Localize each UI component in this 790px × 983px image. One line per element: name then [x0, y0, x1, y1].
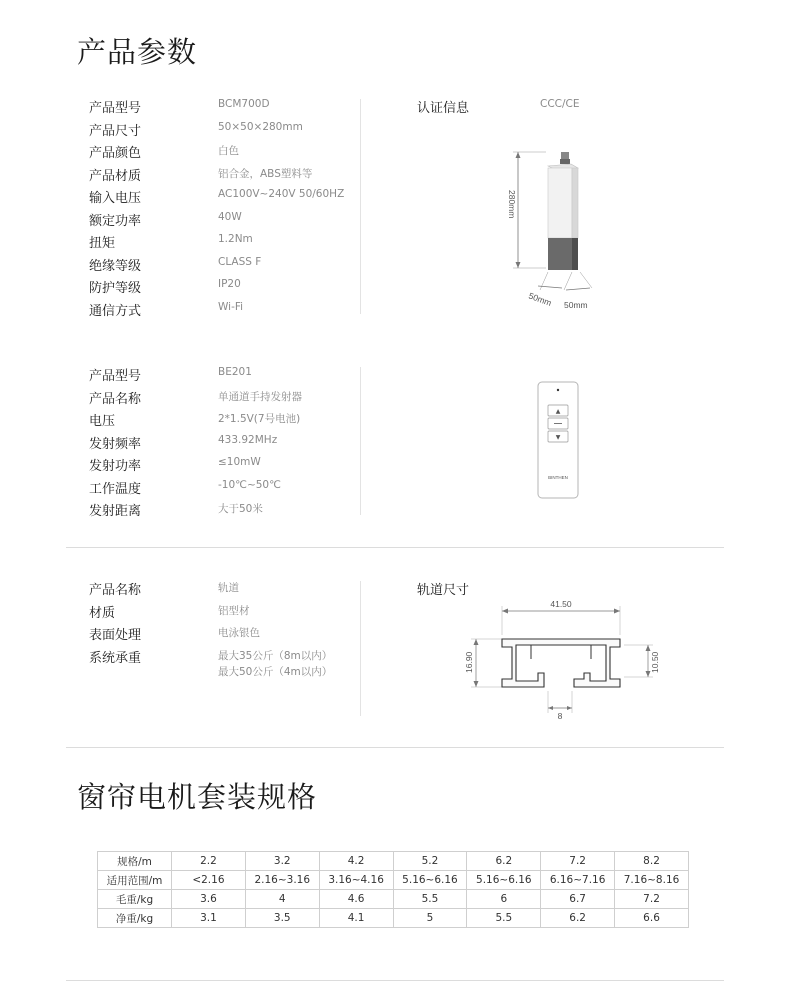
spec-label: 产品颜色: [89, 146, 142, 161]
cert-label: 认证信息: [417, 101, 470, 116]
up-arrow-icon: ▲: [555, 408, 561, 415]
spec-value: BCM700D: [218, 98, 270, 110]
table-cell: 7.2: [541, 852, 615, 871]
vertical-divider: [360, 367, 361, 515]
spec-label: 额定功率: [89, 213, 142, 229]
table-cell: 5.16~6.16: [467, 871, 541, 890]
track-width-label: 41.50: [550, 599, 572, 609]
table-cell: 8.2: [615, 852, 689, 871]
spec-label: 输入电压: [89, 191, 142, 206]
spec-label: 发射功率: [89, 459, 142, 474]
spec-label: 产品名称: [89, 583, 142, 598]
spec-label: 绝缘等级: [89, 258, 142, 274]
spec-value: 1.2Nm: [218, 233, 253, 245]
spec-label: 产品型号: [89, 101, 142, 116]
table-row: [98, 871, 689, 890]
table-cell: 5.5: [393, 890, 467, 909]
table-cell: 3.5: [245, 909, 319, 928]
spec-value: 铝合金，ABS塑料等: [218, 167, 313, 180]
table-cell: 5.2: [393, 852, 467, 871]
track-gap-label: 8: [557, 711, 563, 721]
spec-label: 产品名称: [89, 391, 142, 407]
table-row: [98, 890, 689, 909]
spec-value: 单通道手持发射器: [218, 390, 302, 403]
table-cell: 6.16~7.16: [541, 871, 615, 890]
horizontal-divider: [66, 980, 724, 981]
spec-label: 产品尺寸: [89, 123, 142, 139]
spec-value: 轨道: [218, 582, 239, 594]
table-cell: <2.16: [172, 871, 246, 890]
table-row: [98, 852, 689, 871]
table-cell: 3.2: [245, 852, 319, 871]
spec-label: 产品型号: [89, 369, 142, 384]
table-cell: 5.16~6.16: [393, 871, 467, 890]
spec-value: AC100V~240V 50/60HZ: [218, 188, 345, 200]
cert-value: CCC/CE: [540, 98, 580, 110]
spec-value: 40W: [218, 210, 242, 223]
spec-value: 最大35公斤（8m以内）: [218, 649, 333, 662]
spec-value: 433.92MHz: [218, 433, 278, 446]
table-cell: 6: [467, 890, 541, 909]
spec-value: 铝型材: [218, 604, 250, 617]
spec-label: 表面处理: [89, 628, 142, 643]
table-cell: 5: [393, 909, 467, 928]
spec-value: IP20: [218, 278, 241, 290]
table-cell: 4: [245, 890, 319, 909]
table-cell: 3.1: [172, 909, 246, 928]
spec-value: BE201: [218, 366, 252, 378]
spec-label: 工作温度: [89, 481, 142, 497]
horizontal-divider: [66, 747, 724, 748]
table-row-header: 毛重/kg: [98, 890, 172, 909]
spec-value: -10℃~50℃: [218, 478, 281, 491]
spec-value: 电泳银色: [218, 627, 260, 639]
spec-label: 发射频率: [89, 436, 142, 452]
spec-value: 2*1.5V(7号电池): [218, 413, 301, 425]
table-row-header: 规格/m: [98, 852, 172, 871]
motor-height-label: 280mm: [507, 190, 517, 219]
size-spec-table: [97, 851, 689, 928]
table-cell: 3.6: [172, 890, 246, 909]
table-cell: 2.16~3.16: [245, 871, 319, 890]
spec-value: 50×50×280mm: [218, 120, 303, 133]
spec-value: CLASS F: [218, 255, 262, 268]
table-cell: 6.6: [615, 909, 689, 928]
remote-brand-logo: BINTHEN: [548, 475, 568, 480]
section-title: 窗帘电机套装规格: [77, 780, 318, 814]
spec-label: 材质: [89, 605, 116, 621]
track-dims-label: 轨道尺寸: [417, 583, 470, 598]
table-cell: 6.7: [541, 890, 615, 909]
table-row: [98, 909, 689, 928]
spec-label: 系统承重: [89, 650, 142, 666]
track-profile-drawing: [462, 597, 662, 722]
remote-control-drawing: [536, 380, 582, 502]
table-cell: 3.16~4.16: [319, 871, 393, 890]
spec-value: 大于50米: [218, 503, 263, 515]
track-height-label: 16.90: [464, 651, 474, 673]
spec-label: 发射距离: [89, 504, 142, 519]
spec-value: ≤10mW: [218, 456, 261, 468]
track-inner-label: 10.50: [650, 651, 660, 673]
motor-depth-label: 50mm: [564, 300, 588, 310]
table-cell: 6.2: [541, 909, 615, 928]
page-title: 产品参数: [77, 35, 198, 69]
spec-label: 扭矩: [89, 236, 116, 251]
table-cell: 4.1: [319, 909, 393, 928]
table-cell: 2.2: [172, 852, 246, 871]
table-cell: 4.6: [319, 890, 393, 909]
motor-width-label: 50mm: [527, 290, 553, 308]
table-cell: 4.2: [319, 852, 393, 871]
horizontal-divider: [66, 547, 724, 548]
table-cell: 7.16~8.16: [615, 871, 689, 890]
spec-value: 白色: [218, 145, 239, 157]
spec-value: Wi-Fi: [218, 300, 244, 313]
spec-label: 防护等级: [89, 281, 142, 296]
motor-dimension-drawing: [500, 148, 610, 316]
vertical-divider: [360, 99, 361, 314]
spec-label: 通信方式: [89, 303, 142, 319]
table-row-header: 净重/kg: [98, 909, 172, 928]
down-arrow-icon: ▼: [555, 434, 561, 441]
table-row-header: 适用范围/m: [98, 871, 172, 890]
spec-value: 最大50公斤（4m以内）: [218, 666, 333, 678]
spec-label: 电压: [89, 414, 116, 429]
table-cell: 5.5: [467, 909, 541, 928]
spec-label: 产品材质: [89, 168, 142, 184]
table-cell: 7.2: [615, 890, 689, 909]
table-cell: 6.2: [467, 852, 541, 871]
vertical-divider: [360, 581, 361, 716]
